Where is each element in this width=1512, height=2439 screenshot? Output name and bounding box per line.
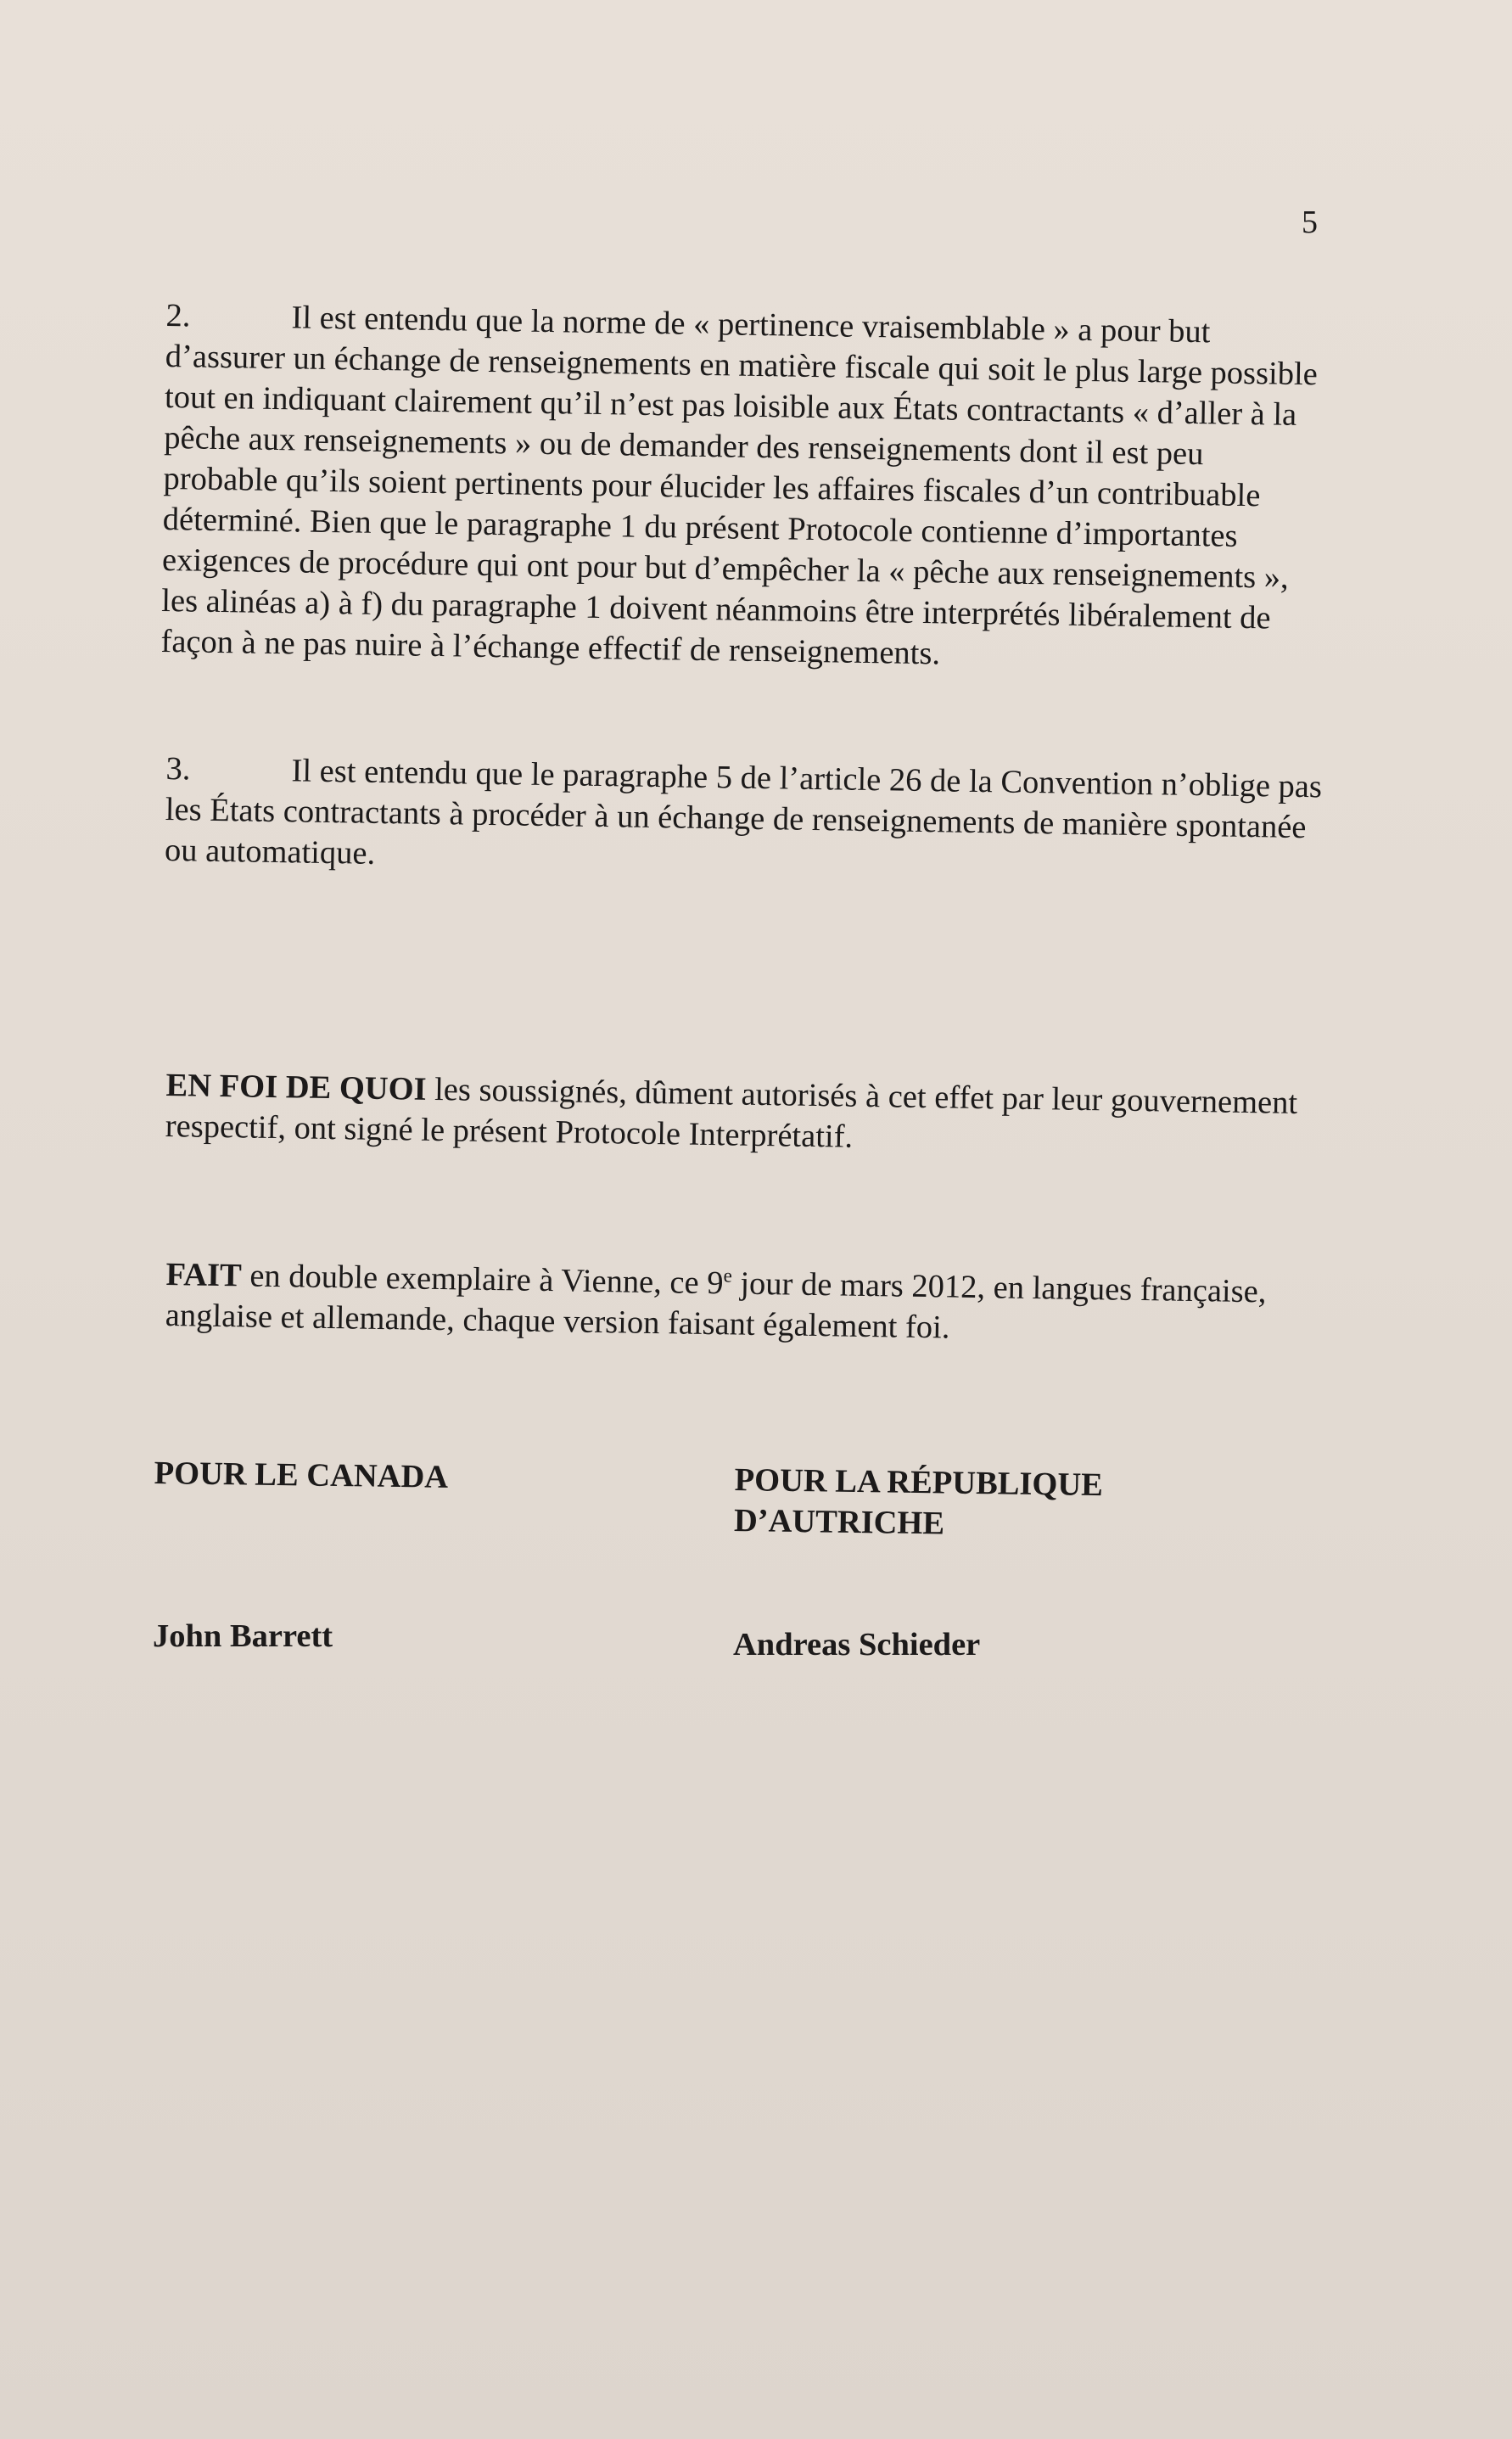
paragraph-2-number: 2.: [165, 297, 191, 334]
paragraph-2: [160, 295, 1324, 680]
witness-clause: [165, 1065, 1323, 1164]
witness-text: les soussignés, dûment autorisés à cet effet par leur gouvernement respectif, ont signé le présent Protocole Interprétatif.: [165, 1071, 1298, 1155]
austria-heading-line2: D’AUTRICHE: [733, 1502, 945, 1542]
done-text-after: jour de mars 2012, en langues française, anglaise et allemande, chaque version faisant également foi.: [165, 1265, 1267, 1346]
paragraph-3-text: Il est entendu que le paragraphe 5 de l’article 26 de la Convention n’oblige pas les États contractants à procéder à un échange de renseignements de manière spontanée ou automatique.: [164, 753, 1323, 872]
done-text-before: en double exemplaire à Vienne, ce 9: [241, 1258, 724, 1302]
paragraph-3: [165, 749, 1324, 889]
done-clause: [165, 1254, 1323, 1354]
witness-lead: EN FOI DE QUOI: [165, 1067, 427, 1107]
canada-signature-heading: POUR LE CANADA: [154, 1455, 449, 1495]
paragraph-3-number: 3.: [165, 750, 191, 788]
austria-heading-line1: POUR LA RÉPUBLIQUE: [734, 1461, 1104, 1504]
paragraph-2-text: Il est entendu que la norme de « pertinence vraisemblable » a pour but d’assurer un échange de renseignements en matière fiscale qui soit le plus large possible tout en indiquant clairement qu’il n’est pas loisible aux États contractants « d’aller à la pêche aux renseignements » ou de demander des renseignements dont il est peu probable qu’ils soient pertinents pour élucider les affaires fiscales d’un contribuable déterminé. Bien que le paragraphe 1 du présent Protocole contienne d’importantes exigences de procédure qui ont pour but d’empêcher la « pêche aux renseignements », les alinéas a) à f) du paragraphe 1 doivent néanmoins être interprétés libéralement de façon à ne pas nuire à l’échange effectif de renseignements.: [160, 300, 1319, 672]
canada-signatory-name: John Barrett: [153, 1618, 333, 1654]
austria-signature-heading: [734, 1460, 1210, 1548]
page-number: 5: [1302, 205, 1318, 240]
done-superscript: e: [723, 1264, 733, 1287]
done-lead: FAIT: [165, 1256, 243, 1294]
austria-signatory-name: Andreas Schieder: [733, 1627, 981, 1662]
